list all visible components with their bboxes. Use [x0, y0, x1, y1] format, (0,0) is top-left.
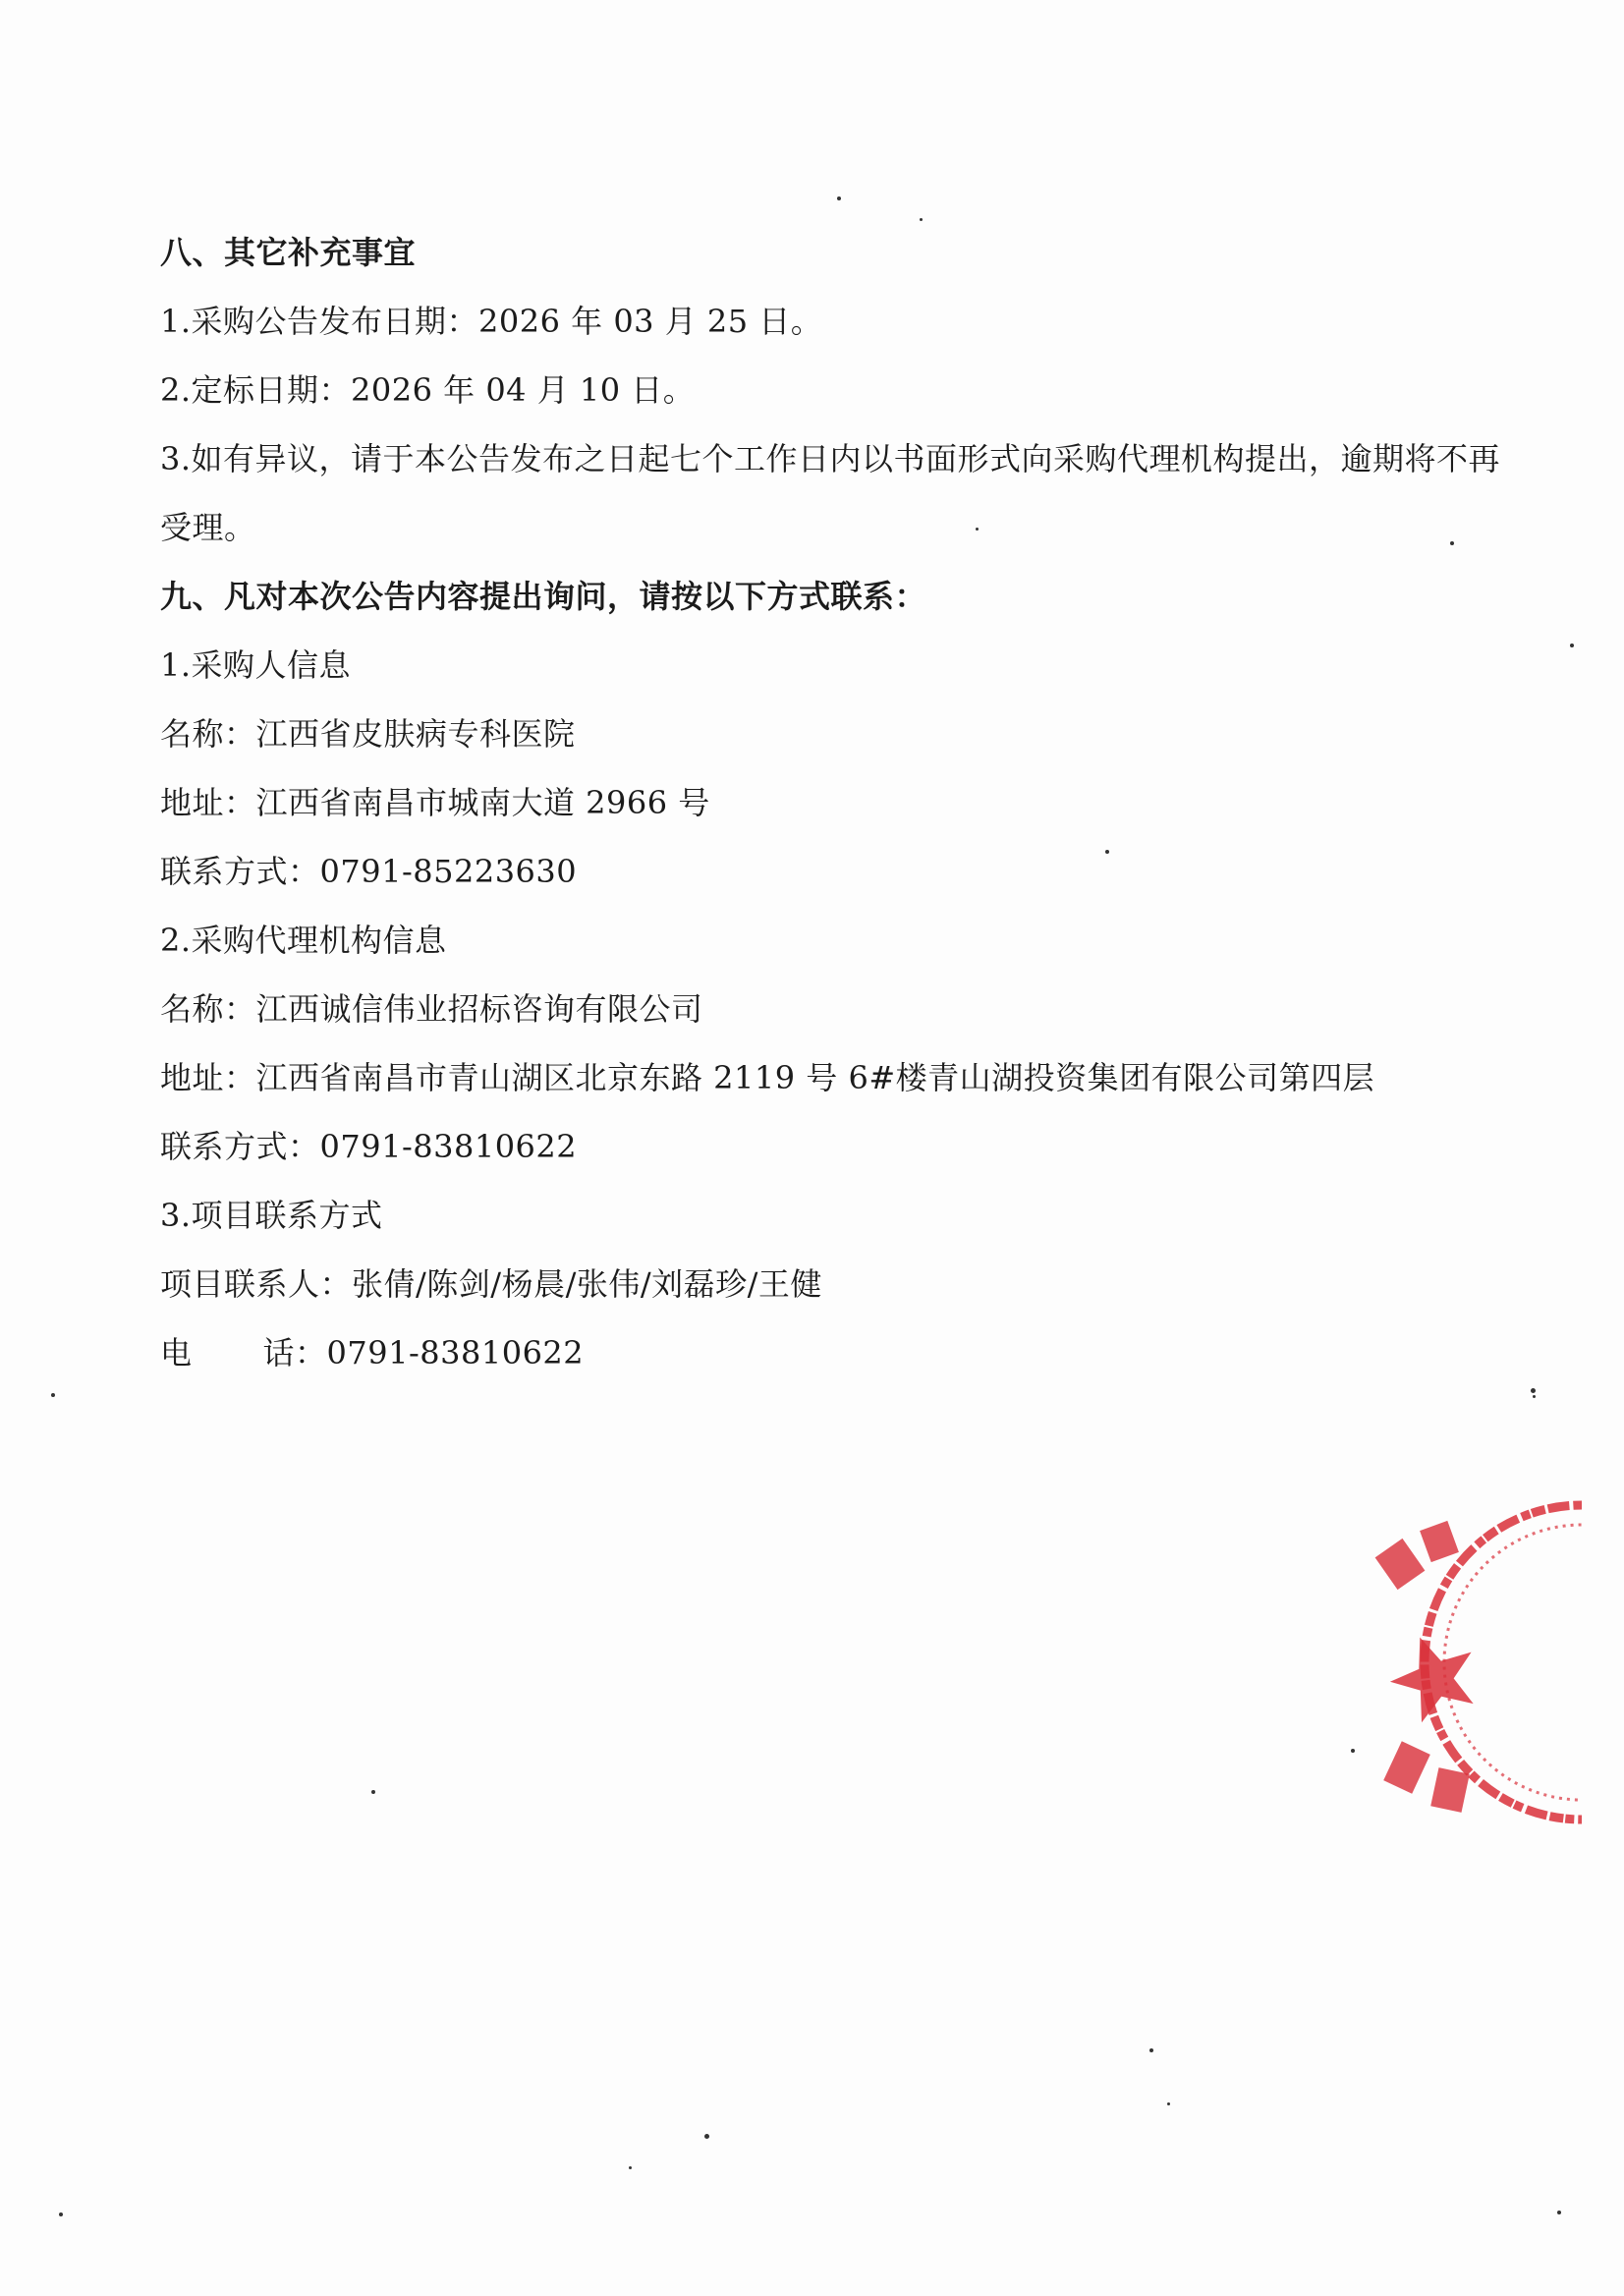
scan-speck	[1570, 644, 1574, 647]
company-seal	[1356, 1485, 1582, 1839]
scan-speck	[371, 1790, 375, 1794]
objection-item: 3.如有异议，请于本公告发布之日起七个工作日内以书面形式向采购代理机构提出，逾期将不再受理。	[160, 440, 1501, 546]
scan-speck	[976, 528, 979, 531]
scan-speck	[1557, 2211, 1561, 2214]
purchaser-phone: 联系方式：0791-85223630	[160, 853, 578, 890]
scan-speck	[1450, 541, 1454, 545]
scan-speck	[1149, 2048, 1153, 2052]
scan-speck	[837, 196, 841, 200]
purchaser-name: 名称：江西省皮肤病专科医院	[160, 715, 576, 753]
scan-speck	[59, 2212, 63, 2216]
agency-address: 地址：江西省南昌市青山湖区北京东路 2119 号 6#楼青山湖投资集团有限公司第四层	[160, 1059, 1375, 1096]
section-9-heading: 九、凡对本次公告内容提出询问，请按以下方式联系：	[160, 578, 927, 615]
scan-speck	[1351, 1749, 1355, 1753]
scan-speck	[1167, 2102, 1170, 2105]
scan-speck	[1105, 850, 1109, 854]
purchaser-heading: 1.采购人信息	[160, 646, 352, 684]
scan-speck	[1533, 1395, 1536, 1398]
document-body	[160, 218, 1516, 1387]
scan-speck	[51, 1393, 55, 1397]
agency-phone: 联系方式：0791-83810622	[160, 1128, 578, 1165]
scan-speck	[704, 2134, 709, 2139]
agency-name: 名称：江西诚信伟业招标咨询有限公司	[160, 990, 703, 1028]
project-contact-heading: 3.项目联系方式	[160, 1197, 383, 1234]
section-8-heading: 八、其它补充事宜	[160, 234, 417, 271]
publish-date-item: 1.采购公告发布日期：2026 年 03 月 25 日。	[160, 303, 823, 340]
scan-speck	[629, 2166, 632, 2169]
project-phone-label-a: 电	[160, 1334, 193, 1372]
project-phone	[160, 1318, 1516, 1387]
scan-speck	[1531, 1388, 1536, 1393]
agency-heading: 2.采购代理机构信息	[160, 922, 447, 959]
purchaser-address: 地址：江西省南昌市城南大道 2966 号	[160, 784, 710, 821]
project-contacts: 项目联系人：张倩/陈剑/杨晨/张伟/刘磊珍/王健	[160, 1265, 822, 1303]
scan-speck	[920, 218, 923, 221]
project-phone-label-b: 话：0791-83810622	[262, 1334, 585, 1372]
award-date-item: 2.定标日期：2026 年 04 月 10 日。	[160, 371, 696, 409]
